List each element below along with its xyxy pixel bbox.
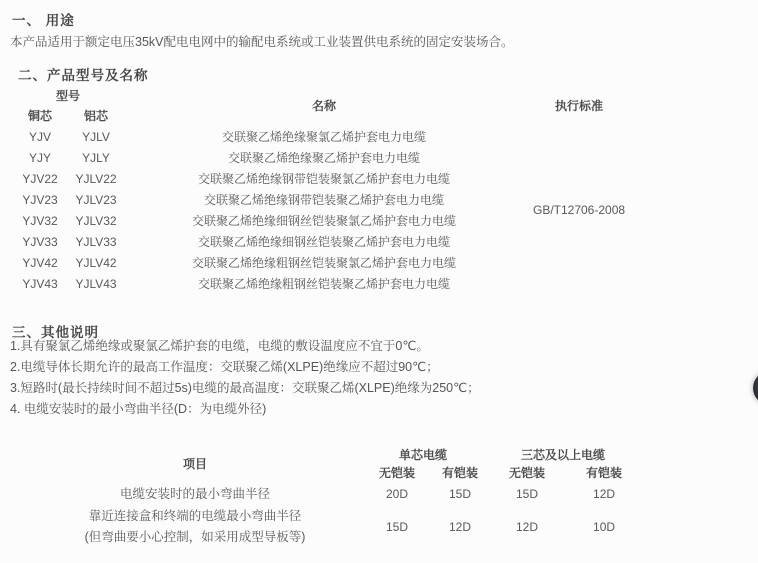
table-row [30, 506, 640, 548]
model-aluminum: YJLV42 [75, 255, 117, 270]
model-aluminum: YJLV [82, 129, 110, 144]
name-header: 名称 [312, 99, 337, 113]
cable-name: 交联聚乙烯绝缘聚氯乙烯护套电力电缆 [222, 130, 427, 144]
notes-list [10, 336, 730, 420]
bend-value: 12D [516, 520, 539, 534]
standard-value: GB/T12706-2008 [532, 203, 626, 217]
model-copper: YJV22 [22, 171, 58, 186]
single-core-header: 单芯电缆 [399, 447, 448, 462]
model-copper: YJV23 [22, 192, 58, 207]
note-4: 4. 电缆安装时的最小弯曲半径(D：为电缆外径) [10, 402, 267, 416]
bend-table-header-row-1 [30, 445, 640, 463]
section-models-heading: 二、产品型号及名称 [18, 68, 149, 83]
item-header: 项目 [182, 457, 207, 471]
bend-item-label [30, 506, 360, 548]
section-usage-body: 本产品适用于额定电压35kV配电电网中的输配电系统或工业装置供电系统的固定安装场合。 [10, 35, 514, 49]
bend-radius-table [30, 445, 640, 548]
model-copper: YJV42 [22, 255, 58, 270]
bend-value: 15D [516, 487, 539, 501]
section-notes-heading: 三、其他说明 [12, 325, 99, 340]
copper-core-header: 铜芯 [27, 109, 52, 123]
floating-widget-button[interactable] [753, 371, 758, 405]
model-copper: YJV33 [22, 234, 58, 249]
note-2: 2.电缆导体长期允许的最高工作温度：交联聚乙烯(XLPE)绝缘应不超过90℃； [10, 360, 439, 374]
bend-value: 20D [385, 487, 408, 501]
bend-value: 15D [449, 487, 472, 501]
bend-item-line-2: (但弯曲要小心控制，如采用成型导板等) [84, 530, 306, 544]
model-copper: YJY [28, 150, 51, 165]
model-aluminum: YJLV43 [75, 276, 117, 291]
model-copper: YJV43 [22, 276, 58, 291]
bend-value: 10D [593, 520, 616, 534]
bend-value: 12D [593, 487, 616, 501]
section-usage-heading: 一、 用途 [12, 13, 75, 28]
armored-header: 有铠装 [442, 466, 479, 480]
table-row [30, 482, 640, 506]
model-aluminum: YJLV32 [75, 213, 117, 228]
model-aluminum: YJLV23 [75, 192, 117, 207]
cable-name: 交联聚乙烯绝缘钢带铠装聚氯乙烯护套电力电缆 [198, 172, 451, 186]
model-table [12, 85, 634, 294]
unarmored-header: 无铠装 [378, 466, 415, 480]
aluminum-core-header: 铝芯 [84, 109, 109, 123]
cable-name: 交联聚乙烯绝缘粗钢丝铠装聚氯乙烯护套电力电缆 [192, 256, 457, 270]
cable-name: 交联聚乙烯绝缘粗钢丝铠装聚乙烯护套电力电缆 [198, 277, 451, 291]
model-copper: YJV32 [22, 213, 58, 228]
bend-item-line-1: 靠近连接盒和终端的电缆最小弯曲半径 [88, 509, 302, 523]
model-aluminum: YJLY [82, 150, 110, 165]
model-aluminum: YJLV33 [75, 234, 117, 249]
model-table-header-row-1 [12, 85, 634, 105]
cable-name: 交联聚乙烯绝缘聚乙烯护套电力电缆 [228, 151, 421, 165]
model-group-header: 型号 [56, 88, 81, 103]
table-row [12, 126, 634, 147]
bend-item-label: 电缆安装时的最小弯曲半径 [119, 486, 270, 501]
multi-core-header: 三芯及以上电缆 [521, 447, 606, 462]
bend-value: 15D [385, 520, 408, 534]
armored-header: 有铠装 [586, 466, 623, 480]
model-copper: YJV [28, 129, 51, 144]
cable-name: 交联聚乙烯绝缘细钢丝铠装聚氯乙烯护套电力电缆 [192, 214, 457, 228]
note-1: 1.具有聚氯乙烯绝缘或聚氯乙烯护套的电缆，电缆的敷设温度应不宜于0℃。 [10, 339, 429, 353]
note-3: 3.短路时(最长持续时间不超过5s)电缆的最高温度：交联聚乙烯(XLPE)绝缘为250℃； [10, 381, 480, 395]
cable-name: 交联聚乙烯绝缘钢带铠装聚乙烯护套电力电缆 [204, 193, 445, 207]
bend-value: 12D [449, 520, 472, 534]
cable-name: 交联聚乙烯绝缘细钢丝铠装聚乙烯护套电力电缆 [198, 235, 451, 249]
unarmored-header: 无铠装 [509, 466, 546, 480]
standard-header: 执行标准 [555, 99, 604, 113]
model-aluminum: YJLV22 [75, 171, 117, 186]
